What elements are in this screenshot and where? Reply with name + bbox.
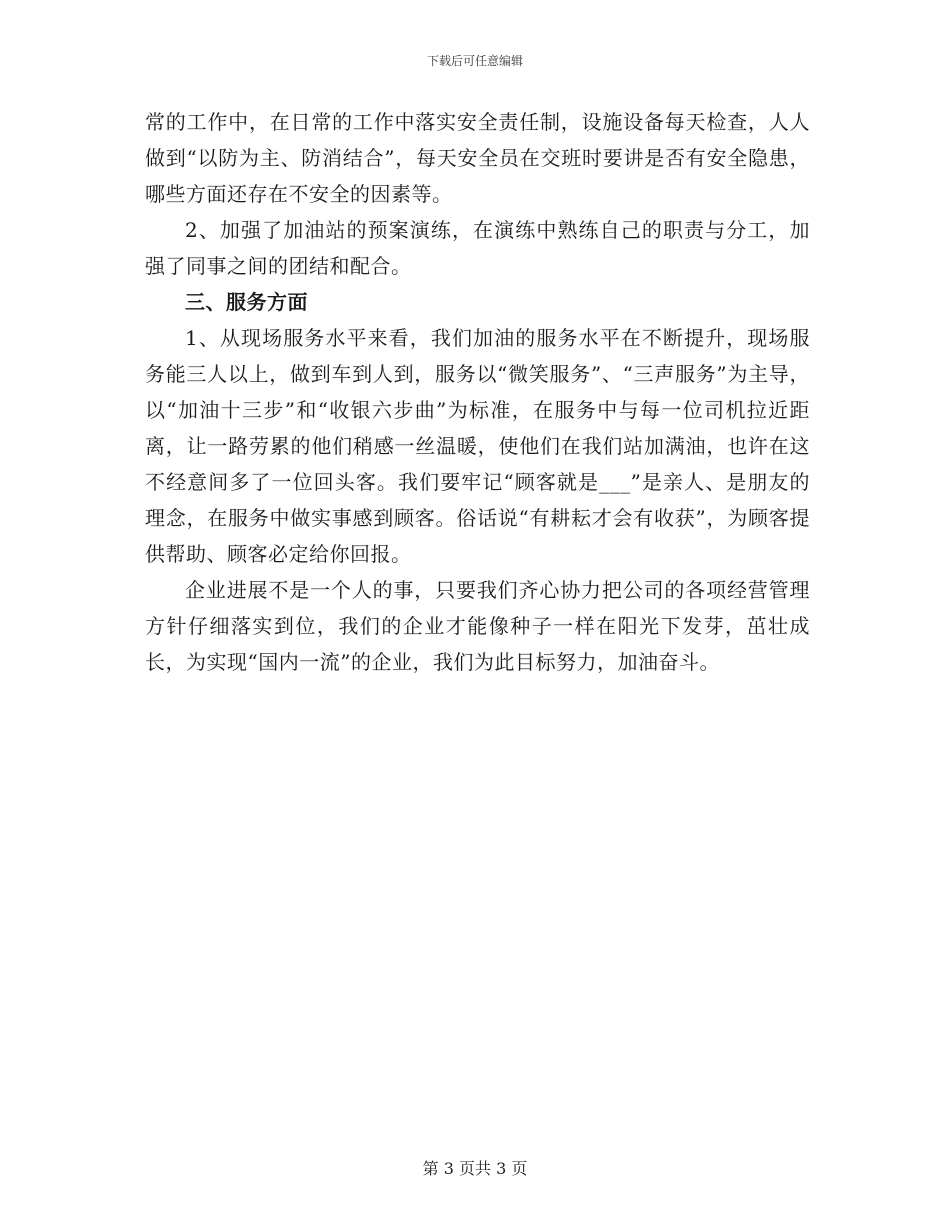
section-heading-service: 三、服务方面: [185, 290, 308, 314]
paragraph-conclusion: 企业进展不是一个人的事，只要我们齐心协力把公司的各项经营管理方针仔细落实到位，我们的企业才能像种子一样在阳光下发芽，茁壮成长，为实现“国内一流”的企业，我们为此目标努力，加油奋斗。: [145, 578, 810, 674]
page-header: 下载后可任意编辑: [426, 54, 523, 68]
page-footer: 第 3 页共 3 页: [422, 1159, 528, 1178]
paragraph-drill: 2、加强了加油站的预案演练，在演练中熟练自己的职责与分工，加强了同事之间的团结和配合。: [145, 218, 810, 278]
paragraph-safety-continuation: 常的工作中，在日常的工作中落实安全责任制，设施设备每天检查，人人做到“以防为主、防消结合”，每天安全员在交班时要讲是否有安全隐患，哪些方面还存在不安全的因素等。: [145, 110, 810, 206]
document-body: [145, 104, 810, 680]
paragraph-service-level: 1、从现场服务水平来看，我们加油的服务水平在不断提升，现场服务能三人以上，做到车到人到，服务以“微笑服务”、“三声服务”为主导，以“加油十三步”和“收银六步曲”为标准，在服务中与每一位司机拉近距离，让一路劳累的他们稍感一丝温暖，使他们在我们站加满油，也许在这不经意间多了一位回头客。我们要牢记“顾客就是___”是亲人、是朋友的理念，在服务中做实事感到顾客。俗话说“有耕耘才会有收获”，为顾客提供帮助、顾客必定给你回报。: [145, 326, 810, 566]
